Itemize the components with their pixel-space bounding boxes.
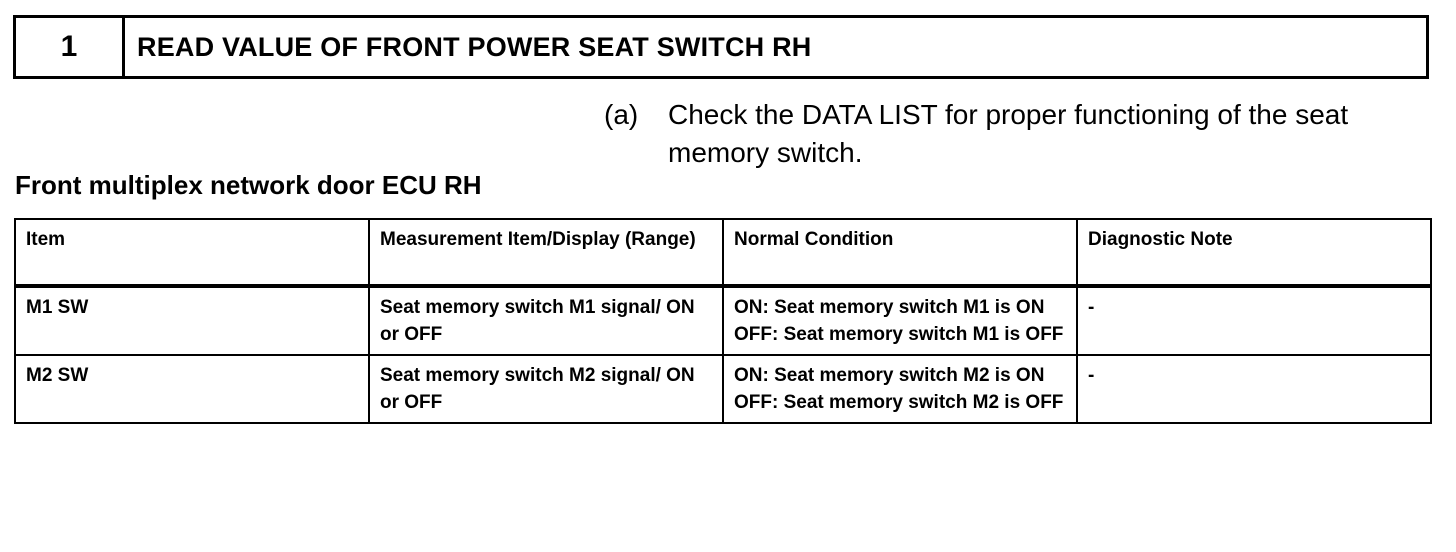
normal-off-text: OFF: Seat memory switch M2 is OFF	[734, 392, 1064, 413]
cell-measurement: Seat memory switch M2 signal/ ON or OFF	[369, 355, 723, 423]
cell-measurement: Seat memory switch M1 signal/ ON or OFF	[369, 286, 723, 355]
cell-normal-condition	[723, 286, 1077, 355]
cell-item: M2 SW	[15, 355, 369, 423]
cell-normal-condition	[723, 355, 1077, 423]
step-header	[13, 15, 1429, 79]
header-normal-condition: Normal Condition	[723, 219, 1077, 286]
cell-diagnostic-note: -	[1077, 355, 1431, 423]
step-number: 1	[16, 18, 125, 76]
data-list-table	[14, 218, 1432, 424]
instruction-marker: (a)	[604, 99, 639, 130]
table-header-row	[15, 219, 1431, 286]
header-item: Item	[15, 219, 369, 286]
instruction-text: Check the DATA LIST for proper functioning of the seat memory switch.	[668, 99, 1349, 168]
cell-diagnostic-note: -	[1077, 286, 1431, 355]
table-row	[15, 286, 1431, 355]
normal-off-text: OFF: Seat memory switch M1 is OFF	[734, 324, 1064, 345]
header-measurement: Measurement Item/Display (Range)	[369, 219, 723, 286]
table-row	[15, 355, 1431, 423]
header-diagnostic-note: Diagnostic Note	[1077, 219, 1431, 286]
cell-item: M1 SW	[15, 286, 369, 355]
step-title: READ VALUE OF FRONT POWER SEAT SWITCH RH	[137, 31, 812, 62]
normal-on-text: ON: Seat memory switch M1 is ON	[734, 297, 1045, 318]
normal-on-text: ON: Seat memory switch M2 is ON	[734, 365, 1045, 386]
section-title: Front multiplex network door ECU RH	[15, 170, 482, 200]
